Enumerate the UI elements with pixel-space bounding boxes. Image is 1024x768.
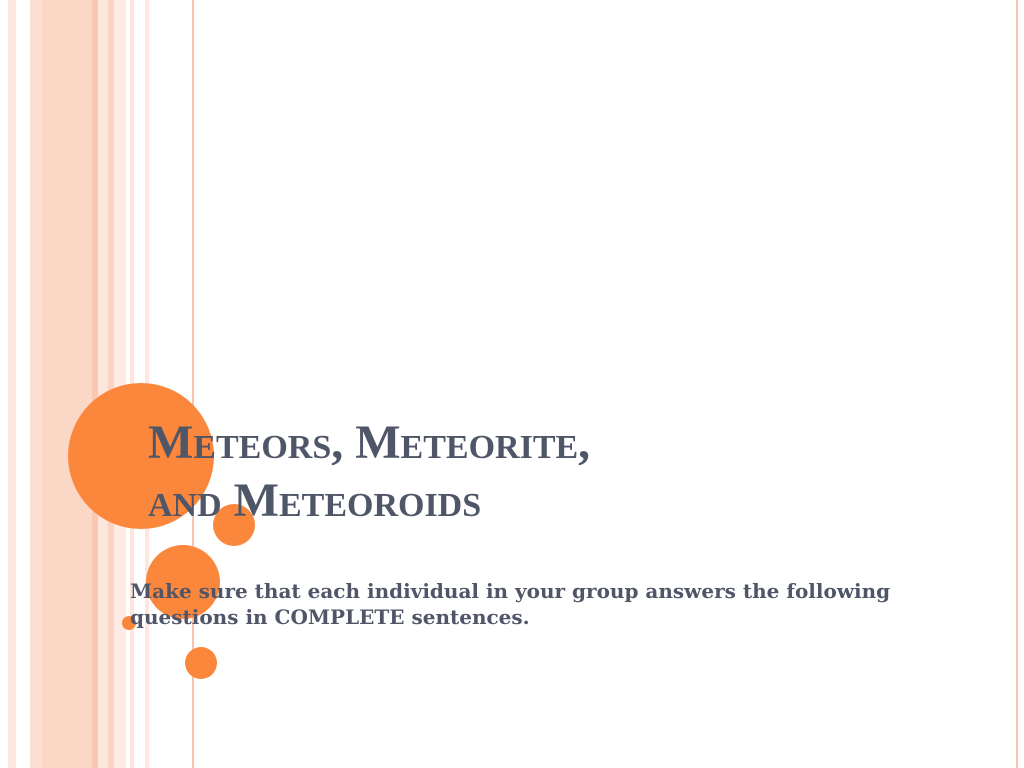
decorative-stripe bbox=[98, 0, 108, 768]
slide-title bbox=[148, 414, 908, 530]
decorative-circle-small bbox=[185, 647, 217, 679]
slide-title-line-2: and Meteoroids bbox=[148, 474, 482, 527]
slide-subtitle: Make sure that each individual in your group answers the following questions in COMPLETE sentences. bbox=[130, 579, 891, 629]
decorative-stripe bbox=[8, 0, 16, 768]
slide-title-line-1: Meteors, Meteorite, bbox=[148, 416, 591, 469]
decorative-stripe bbox=[42, 0, 92, 768]
decorative-stripe bbox=[30, 0, 42, 768]
decorative-border-line bbox=[1016, 0, 1018, 768]
